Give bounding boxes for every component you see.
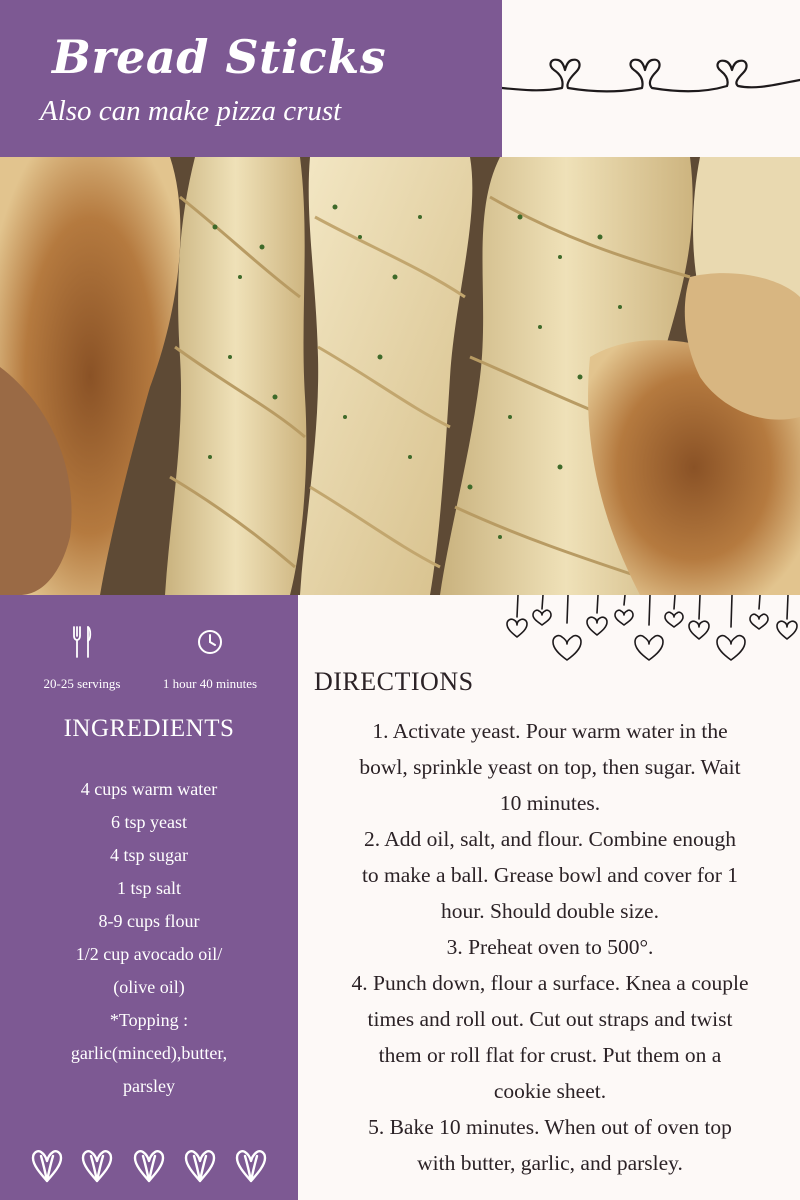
direction-line: times and roll out. Cut out straps and twist (367, 1007, 733, 1031)
ingredient-item: 1 tsp salt (116, 878, 181, 898)
hanging-hearts-decoration (498, 595, 800, 670)
ingredients-list (0, 773, 298, 1103)
directions-heading: DIRECTIONS (314, 667, 474, 696)
ingredient-item: (olive oil) (113, 977, 185, 997)
fork-knife-icon (12, 625, 152, 663)
clock-icon (140, 625, 280, 663)
ingredient-item: 8-9 cups flour (98, 911, 200, 931)
direction-line: 10 minutes. (499, 791, 601, 815)
ingredients-panel (0, 595, 298, 1200)
direction-line: 2. Add oil, salt, and flour. Combine enough (363, 827, 737, 851)
ingredient-item: *Topping : (109, 1010, 189, 1030)
time-info (140, 625, 280, 692)
directions-list (310, 713, 790, 1181)
ingredient-item: parsley (123, 1076, 175, 1096)
heart-row-decoration (0, 1143, 298, 1193)
ingredient-item: 6 tsp yeast (111, 812, 187, 832)
servings-text: 20-25 servings (43, 676, 121, 691)
direction-line: 3. Preheat oven to 500°. (446, 935, 654, 959)
time-text: 1 hour 40 minutes (162, 676, 258, 691)
direction-line: bowl, sprinkle yeast on top, then sugar. Wait (359, 755, 741, 779)
direction-line: cookie sheet. (493, 1079, 607, 1103)
ingredient-item: 4 cups warm water (80, 779, 218, 799)
direction-line: with butter, garlic, and parsley. (417, 1151, 683, 1175)
recipe-subtitle: Also can make pizza crust (40, 95, 342, 127)
direction-line: 1. Activate yeast. Pour warm water in the (372, 719, 728, 743)
ingredient-item: 4 tsp sugar (110, 845, 188, 865)
ingredient-item: 1/2 cup avocado oil/ (75, 944, 223, 964)
title-banner (0, 0, 502, 157)
breadsticks-photo (0, 157, 800, 595)
direction-line: hour. Should double size. (441, 899, 659, 923)
ingredients-heading: INGREDIENTS (63, 715, 235, 742)
servings-info (12, 625, 152, 692)
directions-panel (298, 595, 800, 1200)
ingredient-item: garlic(minced),butter, (70, 1043, 228, 1063)
direction-line: 4. Punch down, flour a surface. Knea a couple (351, 971, 749, 995)
direction-line: 5. Bake 10 minutes. When out of oven top (368, 1115, 732, 1139)
direction-line: them or roll flat for crust. Put them on a (378, 1043, 722, 1067)
heart-string-decoration (502, 0, 800, 157)
direction-line: to make a ball. Grease bowl and cover for 1 (361, 863, 739, 887)
recipe-title: Bread Sticks (52, 30, 387, 84)
